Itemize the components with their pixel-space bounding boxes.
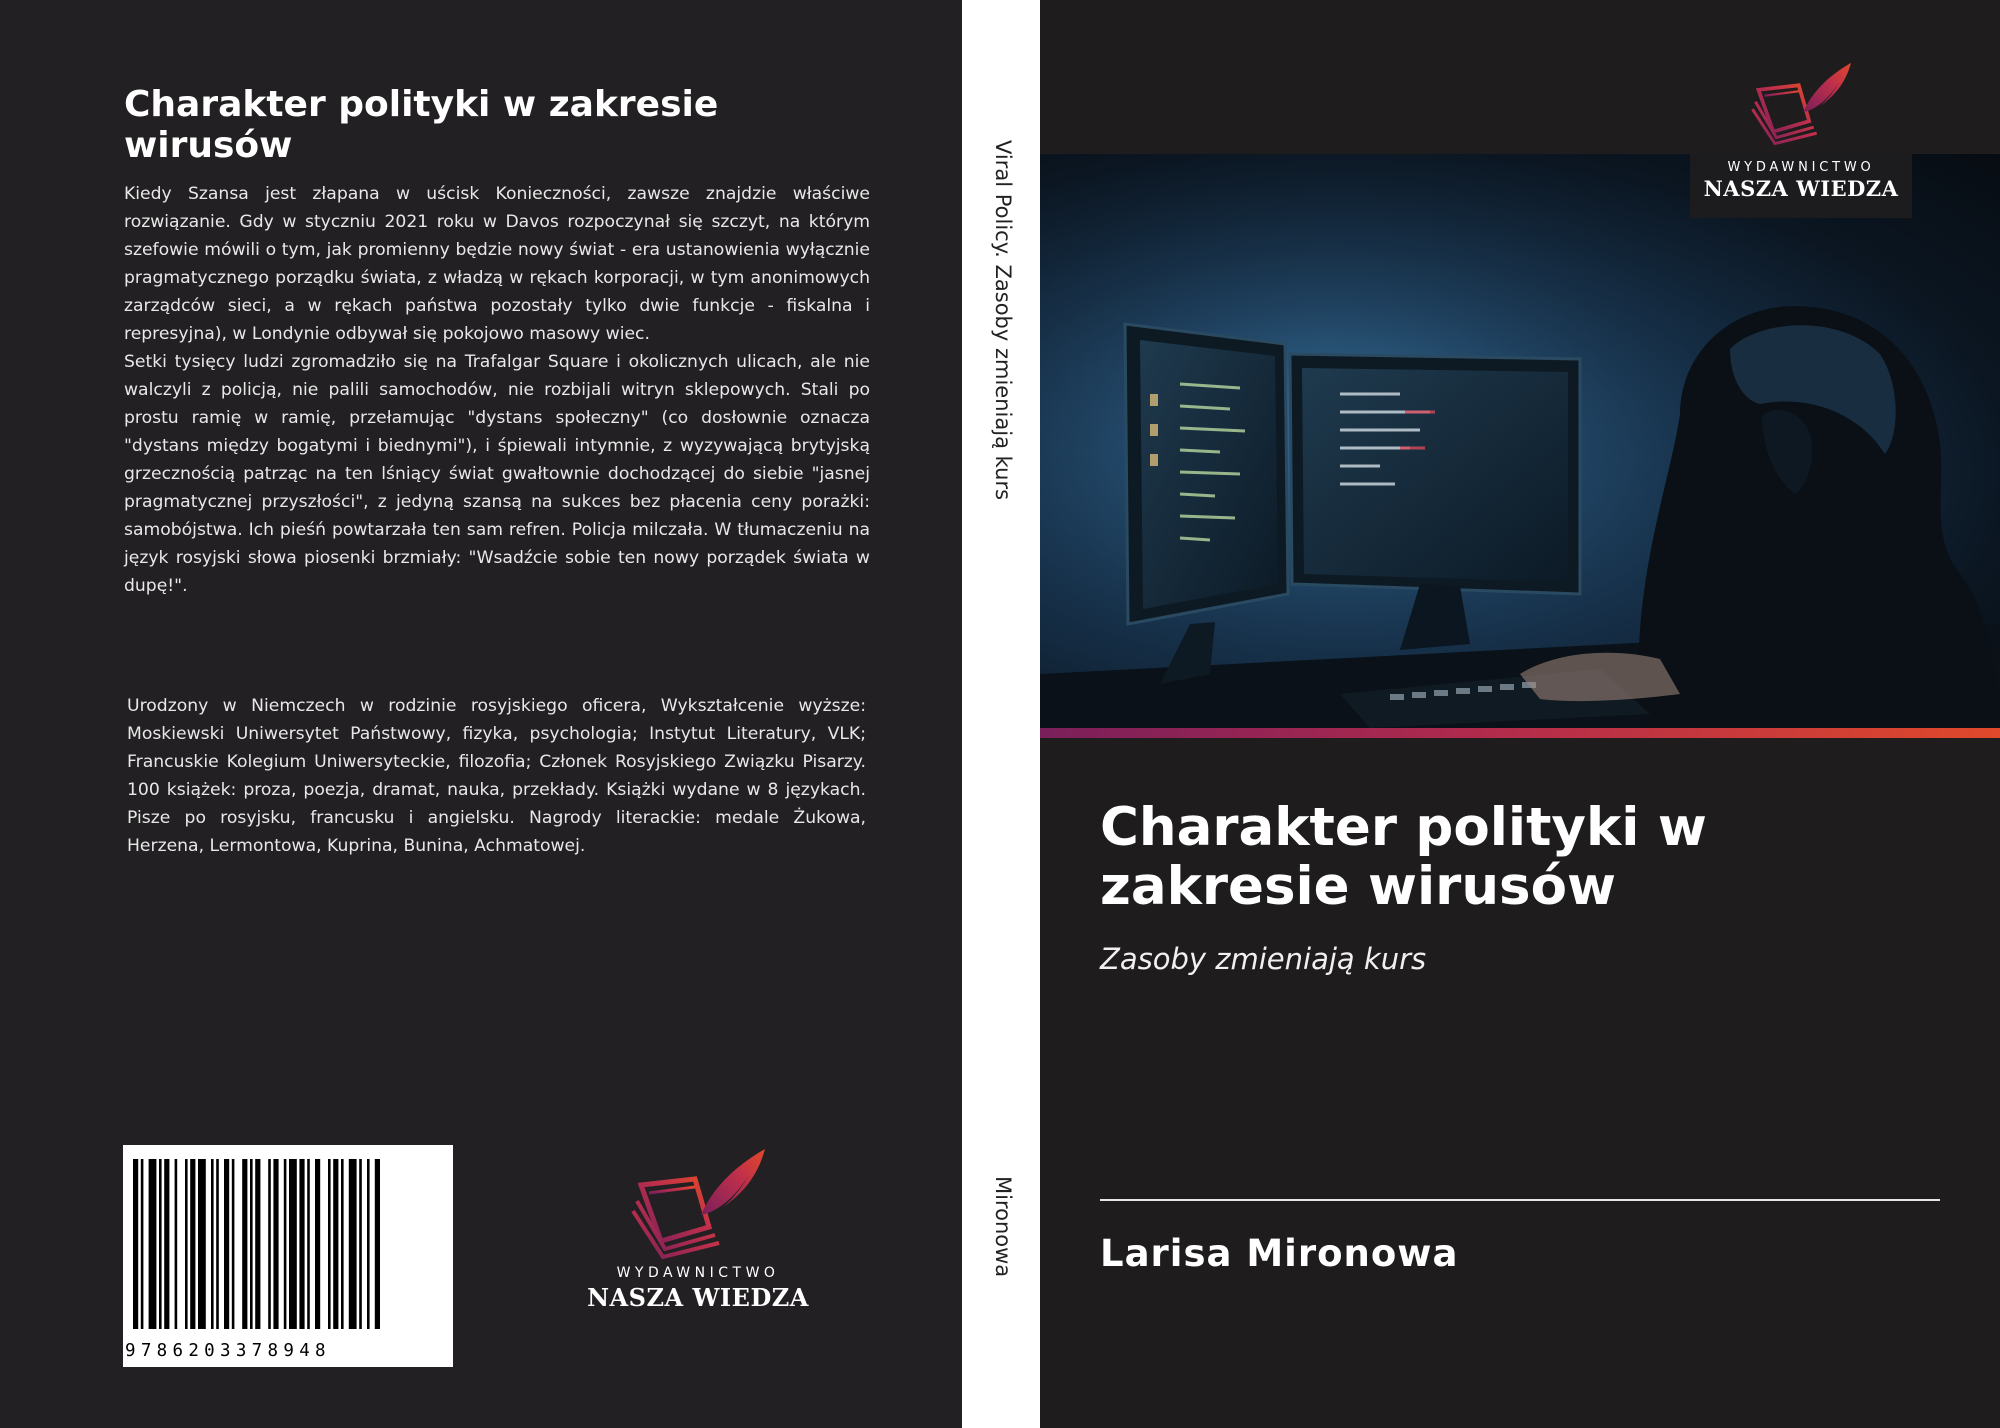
spine — [962, 0, 1040, 1428]
spine-title: Viral Policy. Zasoby zmieniają kurs — [991, 140, 1015, 501]
barcode-bar — [250, 1159, 253, 1329]
blurb-paragraph: Setki tysięcy ludzi zgromadziło się na Trafalgar Square i okolicznych ulicach, ale nie walczyli z policją, nie palili samochodów, nie rozbijali witryn sklepowych. Stali po prostu ramię w ramię, przełamując "dystans społeczny" (co dosłownie oznacza "dystans między bogatymi i biednymi"), i śpiewali intymnie, z wyzywającą brytyjską grzecznością patrząc na ten lśniący świat gwałtownie dochodzącej do siebie "jasnej pragmatycznej przyszłości", z jedyną szansą na sukces bez płacenia ceny porażki: samobójstwa. Ich pieśń powtarzała ten sam refren. Policja milczała. W tłumaczeniu na język rosyjski słowa piosenki brzmiały: "Wsadźcie sobie ten nowy porządek świata w dupę!". — [124, 352, 870, 596]
barcode-bar — [185, 1159, 188, 1329]
front-cover — [1040, 0, 2000, 1428]
barcode-bar — [198, 1159, 206, 1329]
publisher-logo — [1690, 50, 1912, 218]
spine-author: Mironowa — [991, 1176, 1015, 1278]
barcode-bar — [190, 1159, 195, 1329]
barcode-bar — [216, 1159, 219, 1329]
barcode-bar — [164, 1159, 169, 1329]
barcode-bar — [349, 1159, 357, 1329]
publisher-line2: NASZA WIEDZA — [587, 1283, 809, 1312]
back-blurb — [124, 180, 870, 600]
barcode-bar — [149, 1159, 157, 1329]
barcode-bar — [284, 1159, 287, 1329]
barcode-bar — [299, 1159, 304, 1329]
barcode-bar — [341, 1159, 344, 1329]
barcode-bar — [375, 1159, 380, 1329]
front-title: Charakter polityki w zakresie wirusów — [1100, 797, 1707, 917]
front-subtitle: Zasoby zmieniają kurs — [1100, 942, 1427, 976]
barcode-bar — [273, 1159, 278, 1329]
barcode-bar — [141, 1159, 144, 1329]
publisher-logo — [578, 1145, 818, 1325]
blurb-paragraph: Kiedy Szansa jest złapana w uścisk Konieczności, zawsze znajdzie właściwe rozwiązanie. Gdy w styczniu 2021 roku w Davos rozpoczynał się szczyt, na którym szefowie mówili o tym, jak promienny będzie nowy świat - era ustanowienia wyłącznie pragmatycznego porządku świata, z władzą w rękach korporacji, w tym anonimowych zarządców sieci, a w rękach państwa pozostały tylko dwie funkcje - fiskalna i represyjna), w Londynie odbywał się pokojowo masowy wiec. — [124, 184, 870, 344]
front-author: Larisa Mironowa — [1100, 1232, 1459, 1275]
barcode-digits: 9786203378948 — [125, 1341, 331, 1361]
back-cover — [0, 0, 962, 1428]
hacker-image — [1040, 154, 2000, 728]
barcode-bar — [255, 1159, 260, 1329]
publisher-line1: WYDAWNICTWO — [616, 1265, 780, 1281]
publisher-line1: WYDAWNICTWO — [1727, 160, 1875, 175]
barcode-bar — [232, 1159, 235, 1329]
barcode-bar — [307, 1159, 310, 1329]
book-quill-icon — [1745, 50, 1857, 158]
barcode-bar — [211, 1159, 214, 1329]
barcode-bar — [289, 1159, 297, 1329]
barcode-bar — [133, 1159, 138, 1329]
barcode-bar — [175, 1159, 178, 1329]
book-quill-icon — [623, 1145, 773, 1263]
back-title: Charakter polityki w zakresie wirusów — [124, 84, 719, 166]
barcode-bar — [359, 1159, 362, 1329]
barcode-bars — [133, 1159, 443, 1339]
barcode-bar — [315, 1159, 320, 1329]
barcode-bar — [159, 1159, 162, 1329]
barcode-bar — [268, 1159, 271, 1329]
divider — [1100, 1199, 1940, 1201]
barcode-bar — [367, 1159, 370, 1329]
barcode-bar — [242, 1159, 247, 1329]
author-bio: Urodzony w Niemczech w rodzinie rosyjskiego oficera, Wykształcenie wyższe: Moskiewski Uniwersytet Państwowy, fizyka, psychologia; Instytut Literatury, VLK; Francuskie Kolegium Uniwersyteckie, filozofia; Członek Rosyjskiego Związku Pisarzy. 100 książek: proza, poezja, dramat, nauka, przekłady. Książki wydane w 8 językach. Pisze po rosyjsku, francusku i angielsku. Nagrody literackie: medale Żukowa, Herzena, Lermontowa, Kuprina, Bunina, Achmatowej. — [127, 696, 866, 856]
isbn-barcode — [123, 1145, 453, 1367]
publisher-line2: NASZA WIEDZA — [1703, 176, 1899, 201]
accent-stripe — [1040, 728, 2000, 738]
cover-photo — [1040, 154, 2000, 728]
barcode-bar — [224, 1159, 229, 1329]
barcode-bar — [333, 1159, 338, 1329]
barcode-bar — [328, 1159, 331, 1329]
